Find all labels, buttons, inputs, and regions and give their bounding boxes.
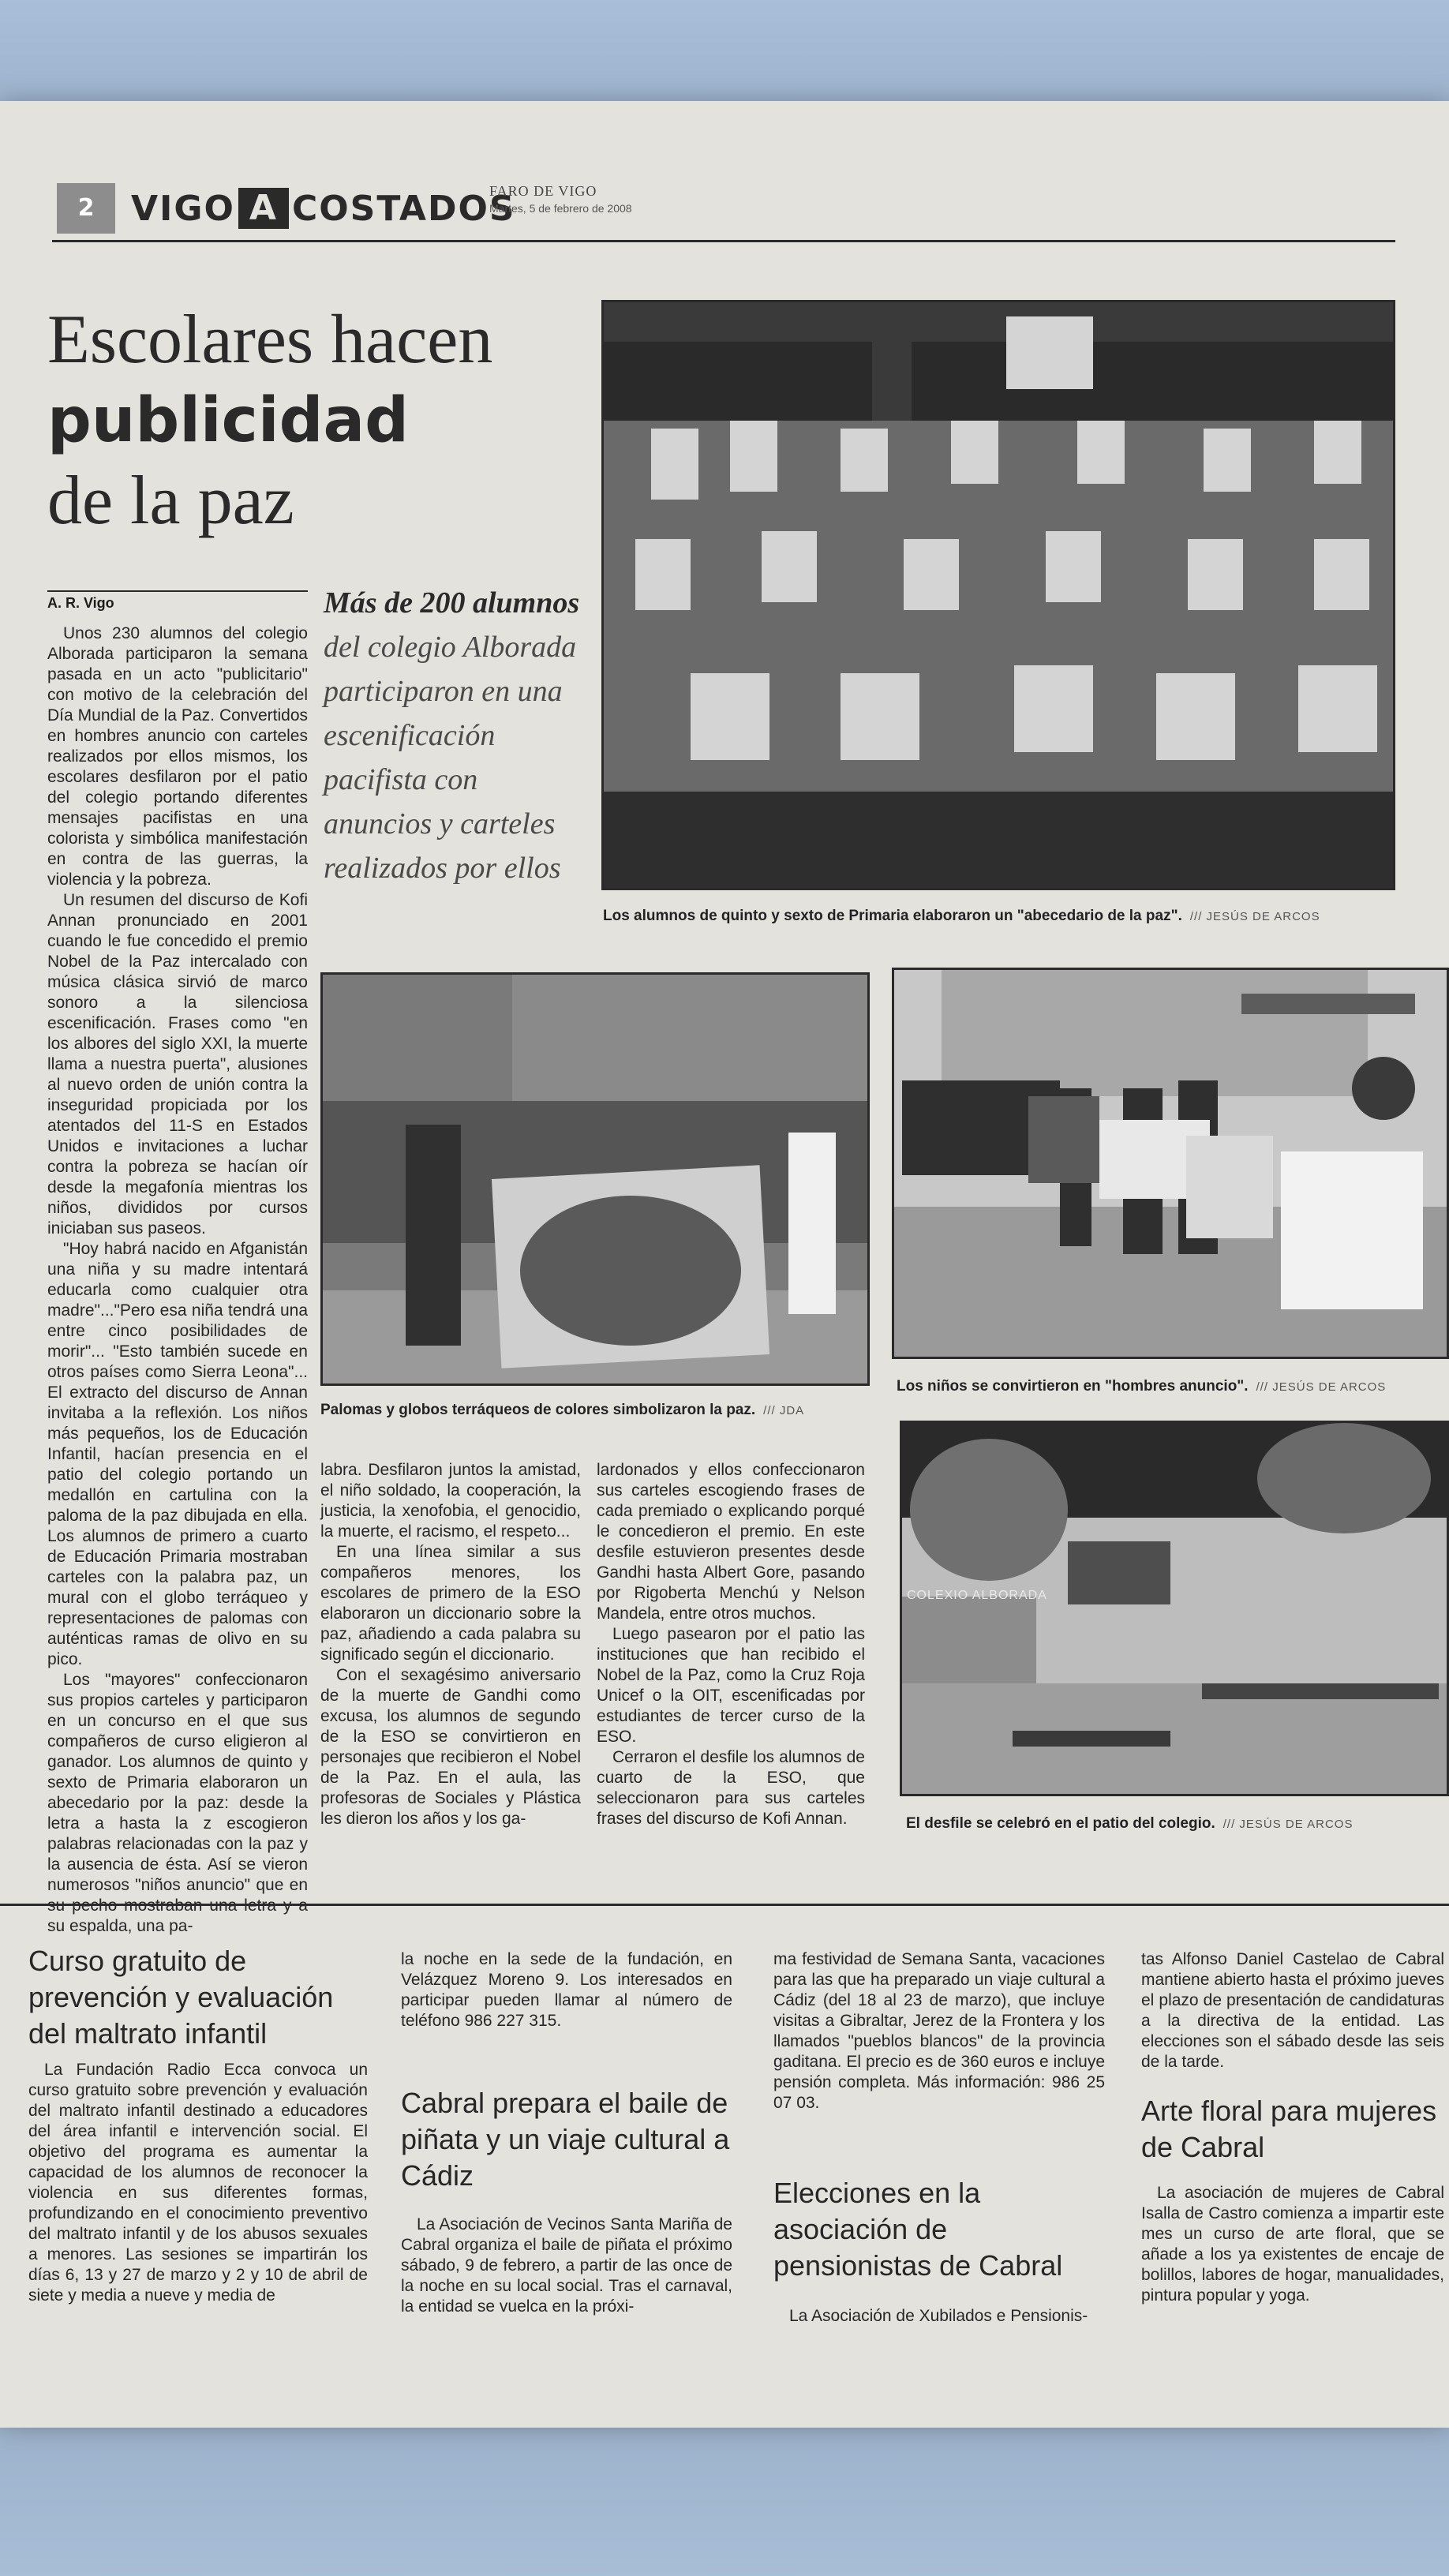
photo-3-caption <box>897 1378 1386 1395</box>
pull-quote-text: del colegio Alborada participaron en una escenificación pacifista con anuncios y carteles realizados por ellos <box>324 631 577 885</box>
school-sign: COLEXIO ALBORADA <box>907 1589 1047 1602</box>
page-number: 2 <box>57 183 115 234</box>
headline-line-3: de la paz <box>47 462 294 539</box>
article-paragraph: lardonados y ellos confeccionaron sus carteles escogiendo frases de cada premiado o explicando porqué le concedieron el premio. En este desfile estuvieron presentes desde Gandhi hasta Albert Gore, pasando por Rigoberta Menchú y Nelson Mandela, entre otros muchos. <box>597 1461 865 1623</box>
byline: A. R. Vigo <box>47 590 308 612</box>
brief-1-continued <box>401 1949 732 2031</box>
brief-4-body <box>1141 2183 1444 2306</box>
brief-3-body <box>773 2306 1105 2327</box>
article-column-1 <box>47 623 308 1937</box>
article-column-3 <box>597 1460 865 1829</box>
article-paragraph: Cerraron el desfile los alumnos de cuarto de la ESO, que seleccionaron para sus carteles frases del discurso de Kofi Annan. <box>597 1748 865 1828</box>
brief-paragraph: tas Alfonso Daniel Castelao de Cabral mantiene abierto hasta el próximo jueves el plazo de presentación de candidaturas a la directiva de la entidad. Las elecciones son el sábado desde las seis de la tarde. <box>1141 1950 1444 2071</box>
article-paragraph: "Hoy habrá nacido en Afganistán una niña y su madre intentará educarla como cualquier otra madre"..."Pero esa niña tendrá una entre cinco posibilidades de morir"... "Esto también sucede en otros países como Sierra Leona"... El extracto del discurso de Annan invitaba a la reflexión. Los niños más pequeños, los de Educación Infantil, hacían presencia en el patio del colegio portando un medallón en cartulina con la paloma de la paz dibujada en ella. Los alumnos de primero a cuarto de Educación Primaria mostraban carteles con la palabra paz, un mural con el globo terráqueo y representaciones de palomas con auténticas ramas de olivo en su pico. <box>47 1240 308 1668</box>
article-paragraph: Con el sexagésimo aniversario de la muerte de Gandhi como excusa, los alumnos de segundo de la ESO se convirtieron en personajes que recibieron el Nobel de la Paz. En el aula, las profesoras de Sociales y Plástica les dieron los años y los ga- <box>320 1666 581 1828</box>
article-paragraph: Unos 230 alumnos del colegio Alborada participaron la semana pasada en un acto "publicitario" con motivo de la celebración del Día Mundial de la Paz. Convertidos en hombres anuncio con carteles realizados por ellos mismos, los escolares desfilaron por el patio del colegio portando diferentes mensajes pacifistas en una colorista y simbólica manifestación en contra de las guerras, la violencia y la pobreza. <box>47 624 308 889</box>
brief-1-title: Curso gratuito de prevención y evaluación del maltrato infantil <box>28 1945 334 2050</box>
masthead-rule <box>52 240 1395 242</box>
article-paragraph: Luego pasearon por el patio las instituciones que han recibido el Nobel de la Paz, como la Cruz Roja Unicef o la OIT, escenificadas por estudiantes de tercer curso de la ESO. <box>597 1625 865 1746</box>
photo-credit: /// JESÚS DE ARCOS <box>1222 1818 1354 1831</box>
headline-line-1: Escolares hacen <box>47 301 493 378</box>
pull-quote <box>324 581 584 890</box>
brief-paragraph: ma festividad de Semana Santa, vacaciones para las que ha preparado un viaje cultural a Cádiz (del 18 al 23 de marzo), que incluye visitas a Gibraltar, Jerez de la Frontera y los llamados "pueblos blancos" de la provincia gaditana. El precio es de 360 euros e incluye pensión completa. Más información: 986 25 07 03. <box>773 1950 1105 2112</box>
article-paragraph: En una línea similar a sus compañeros menores, los escolares de primero de la ESO elaboraron un diccionario sobre la paz, añadiendo a cada palabra su significado según el diccionario. <box>320 1543 581 1664</box>
publication-date: Martes, 5 de febrero de 2008 <box>489 202 632 215</box>
article-paragraph: Los "mayores" confeccionaron sus propios carteles y participaron en un concurso en el que sus compañeros de curso eligieron al ganador. Los alumnos de quinto y sexto de Primaria elaboraron un abecedario por la paz: desde la letra a hasta la z escogieron palabras relacionadas con la paz y la ausencia de ésta. Así se vieron numerosos "niños anuncio" que en su espalda, una pa- <box>47 1671 308 1935</box>
brief-paragraph: La Fundación Radio Ecca convoca un curso gratuito sobre prevención y evaluación del maltrato infantil destinado a educadores del área infantil e intervención social. El objetivo del programa es aumentar la capacidad de los alumnos de reconocer la violencia en sus diferentes formas, profundizando en el conocimiento preventivo del maltrato infantil y de los abusos sexuales a menores. Las sesiones se impartirán los días 6, 13 y 27 de marzo y 2 y 10 de abril de siete y media a nueve y media de <box>28 2061 368 2305</box>
brief-2-body <box>401 2215 732 2317</box>
photo-doves-globes <box>320 972 870 1386</box>
article-column-2 <box>320 1460 581 1829</box>
brief-4-title: Arte floral para mujeres de Cabral <box>1141 2095 1437 2163</box>
brief-2-title: Cabral prepara el baile de piñata y un viaje cultural a Cádiz <box>401 2087 730 2192</box>
pull-quote-bold: Más de 200 alumnos <box>324 586 580 620</box>
caption-text: El desfile se celebró en el patio del colegio. <box>906 1815 1215 1832</box>
newspaper-name: FARO DE VIGO <box>489 183 597 199</box>
photo-credit: /// JESÚS DE ARCOS <box>1189 910 1320 923</box>
photo-1-caption <box>603 908 1320 925</box>
photo-credit: /// JDA <box>763 1404 805 1417</box>
section-title-left: VIGO <box>131 188 235 229</box>
briefs-divider <box>0 1904 1449 1906</box>
caption-text: Los niños se convirtieron en "hombres anuncio". <box>897 1378 1249 1395</box>
brief-2-continued <box>773 1949 1105 2114</box>
section-logo-mark: A <box>238 188 289 229</box>
photo-school-patio <box>900 1421 1449 1796</box>
table-background-bottom <box>0 2418 1449 2576</box>
photo-4-caption <box>906 1815 1353 1833</box>
brief-3-continued <box>1141 1949 1444 2072</box>
brief-paragraph: La Asociación de Vecinos Santa Mariña de Cabral organiza el baile de piñata el próximo sábado, 9 de febrero, a partir de las once de la noche en su local social. Tras el carnaval, la entidad se vuelca en la próxi- <box>401 2215 732 2316</box>
brief-3-title: Elecciones en la asociación de pensionistas de Cabral <box>773 2177 1063 2282</box>
article-paragraph: Un resumen del discurso de Kofi Annan pronunciado en 2001 cuando le fue concedido el premio Nobel de la Paz intercalado con música clásica sirvió de marco sonoro a la silenciosa escenificación. Frases como "en los albores del siglo XXI, la muerte llama a nuestra puerta", alusiones al nuevo orden de unión contra la inseguridad propiciada por los atentados del 11-S en Estados Unidos e invitaciones a luchar contra la pobreza se hacían oír desde la megafonía mientras los niños, divididos por cursos iniciaban sus paseos. <box>47 891 308 1237</box>
section-title-right: COSTADOS <box>291 188 516 229</box>
article-headline <box>47 300 592 541</box>
brief-paragraph: la noche en la sede de la fundación, en Velázquez Moreno 9. Los interesados en participar pueden llamar al número de teléfono 986 227 315. <box>401 1950 732 2030</box>
headline-line-2: publicidad <box>47 385 409 456</box>
photo-sandwich-boards <box>892 968 1449 1359</box>
article-paragraph: labra. Desfilaron juntos la amistad, el niño soldado, la cooperación, la justicia, la xenofobia, el genocidio, la muerte, el racismo, el respeto... <box>320 1461 581 1541</box>
photo-credit: /// JESÚS DE ARCOS <box>1256 1380 1387 1394</box>
brief-paragraph: La Asociación de Xubilados e Pensionis- <box>789 2307 1088 2325</box>
brief-1-body <box>28 2060 368 2306</box>
caption-text: Los alumnos de quinto y sexto de Primaria elaboraron un "abecedario de la paz". <box>603 908 1182 924</box>
section-title <box>131 183 516 234</box>
brief-paragraph: La asociación de mujeres de Cabral Isalla de Castro comienza a impartir este mes un curso de arte floral, que se añade a los ya existentes de encaje de bolillos, labores de hogar, manualidades, pintura popular y yoga. <box>1141 2184 1444 2305</box>
photo-students-alphabet <box>601 300 1395 890</box>
photo-2-caption <box>320 1402 804 1419</box>
caption-text: Palomas y globos terráqueos de colores simbolizaron la paz. <box>320 1402 756 1418</box>
